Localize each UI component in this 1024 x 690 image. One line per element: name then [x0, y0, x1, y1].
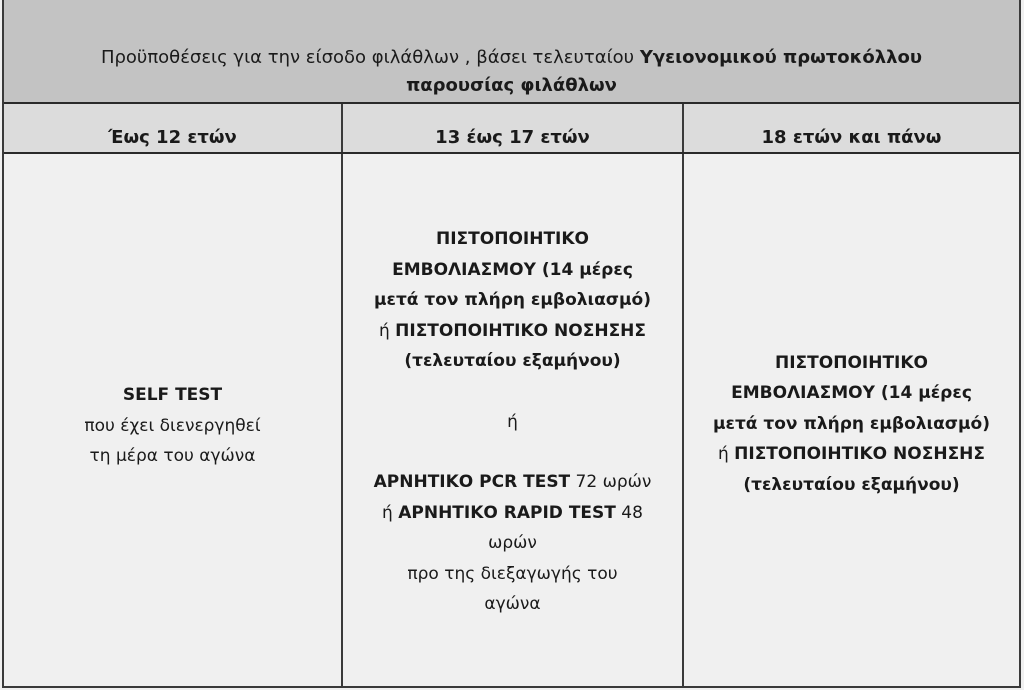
column-header-under-12: Έως 12 ετών: [4, 104, 343, 152]
cell-under-12: [4, 154, 343, 686]
pcr-test: ΑΡΝΗΤΙΚΟ PCR TEST: [373, 472, 571, 493]
vaccination-cert-line-2: ΕΜΒΟΛΙΑΣΜΟΥ (14 μέρες: [731, 383, 972, 404]
rapid-hours: 48: [615, 502, 643, 523]
cell-18-plus: [684, 154, 1019, 686]
before-match-line-2: αγώνα: [484, 594, 541, 615]
or-word: ή: [378, 320, 396, 341]
requirements-table: [2, 0, 1021, 688]
pcr-test-line: [374, 467, 652, 498]
hours-word: ωρών: [488, 533, 537, 554]
recovery-cert: ΠΙΣΤΟΠΟΙΗΤΙΚΟ ΝΟΣΗΣΗΣ: [734, 444, 986, 465]
column-header-18-plus: 18 ετών και πάνω: [761, 126, 942, 148]
table-title: [4, 0, 1019, 104]
title-text-normal: Προϋποθέσεις για την είσοδο φιλάθλων , βάσει τελευταίου: [100, 47, 640, 68]
column-header-13-17: 13 έως 17 ετών: [343, 104, 684, 152]
vaccination-cert-line-2: ΕΜΒΟΛΙΑΣΜΟΥ (14 μέρες: [392, 259, 633, 280]
vaccination-cert-line-1: ΠΙΣΤΟΠΟΙΗΤΙΚΟ: [775, 352, 928, 373]
rapid-test-line: [382, 498, 643, 529]
rapid-test: ΑΡΝΗΤΙΚΟ RAPID TEST: [398, 502, 616, 523]
recovery-period: (τελευταίου εξαμήνου): [404, 351, 621, 372]
title-text-bold-1: Υγειονομικού πρωτοκόλλου: [639, 47, 923, 68]
recovery-cert: ΠΙΣΤΟΠΟΙΗΤΙΚΟ ΝΟΣΗΣΗΣ: [395, 320, 647, 341]
pcr-hours: 72 ωρών: [570, 472, 652, 493]
title-text-bold-2: παρουσίας φιλάθλων: [406, 75, 617, 96]
recovery-period: (τελευταίου εξαμήνου): [743, 474, 960, 495]
vaccination-cert-line-1: ΠΙΣΤΟΠΟΙΗΤΙΚΟ: [436, 229, 589, 250]
or-word: ή: [717, 444, 735, 465]
self-test-desc-2: τη μέρα του αγώνα: [89, 446, 256, 467]
cell-13-17: [343, 154, 684, 686]
vaccination-cert-line-3: μετά τον πλήρη εμβολιασμό): [373, 290, 652, 311]
self-test-label: SELF TEST: [122, 385, 223, 406]
recovery-cert-line: [718, 439, 985, 470]
vaccination-cert-line-3: μετά τον πλήρη εμβολιασμό): [712, 413, 991, 434]
before-match-line-1: προ της διεξαγωγής του: [407, 563, 618, 584]
or-word: ή: [382, 502, 399, 523]
or-separator: ή: [507, 411, 518, 432]
self-test-desc-1: που έχει διενεργηθεί: [84, 415, 261, 436]
requirements-row: [4, 154, 1019, 686]
recovery-cert-line: [379, 316, 646, 347]
column-header-row: [4, 104, 1019, 154]
